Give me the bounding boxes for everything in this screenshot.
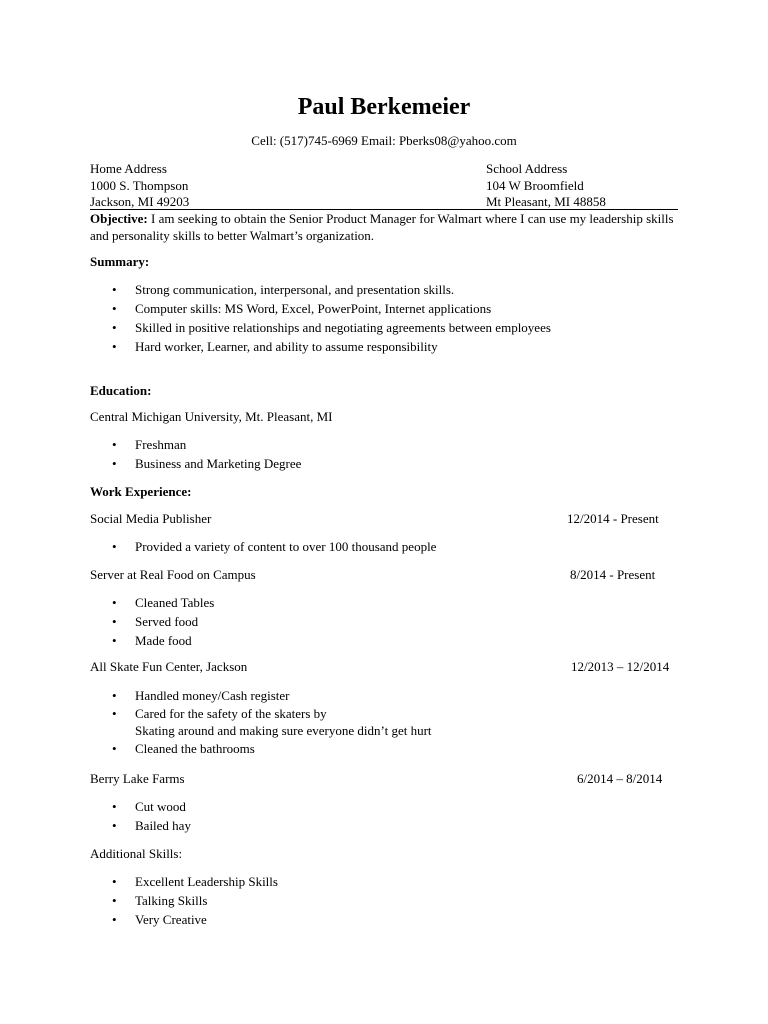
job-dates: 12/2014 - Present xyxy=(567,511,659,526)
list-item: • Made food xyxy=(112,631,214,650)
home-address-heading: Home Address xyxy=(90,161,167,176)
job-duties xyxy=(112,593,214,650)
summary-heading: Summary: xyxy=(90,254,150,269)
list-item: • Computer skills: MS Word, Excel, PowerPoint, Internet applications xyxy=(112,299,551,318)
list-item: • Freshman xyxy=(112,435,301,454)
list-item: • Bailed hay xyxy=(112,816,191,835)
list-item: • Provided a variety of content to over 100 thousand people xyxy=(112,537,436,556)
additional-skills-list xyxy=(112,872,278,929)
job-title: Server at Real Food on Campus xyxy=(90,567,256,582)
list-item: • Hard worker, Learner, and ability to assume responsibility xyxy=(112,337,551,356)
objective-label: Objective: xyxy=(90,211,148,226)
education-heading: Education: xyxy=(90,383,152,398)
list-item: • Cleaned Tables xyxy=(112,593,214,612)
work-heading: Work Experience: xyxy=(90,484,192,499)
list-item-line: • Cared for the safety of the skaters by xyxy=(135,706,327,721)
home-address-line2: Jackson, MI 49203 xyxy=(90,194,190,209)
education-list xyxy=(112,435,301,473)
job-title: All Skate Fun Center, Jackson xyxy=(90,659,248,674)
school-address-line2: Mt Pleasant, MI 48858 xyxy=(486,194,606,209)
school-address-heading: School Address xyxy=(486,161,568,176)
applicant-name: Paul Berkemeier xyxy=(297,94,471,120)
job-duties xyxy=(112,537,436,556)
home-address-line1: 1000 S. Thompson xyxy=(90,178,189,193)
list-item: • Very Creative xyxy=(112,910,278,929)
job-duties xyxy=(112,797,191,835)
list-item: • Business and Marketing Degree xyxy=(112,454,301,473)
summary-list xyxy=(112,280,551,356)
list-item: • Strong communication, interpersonal, and presentation skills. xyxy=(112,280,551,299)
education-school: Central Michigan University, Mt. Pleasant, MI xyxy=(90,409,333,424)
objective-text: I am seeking to obtain the Senior Product Manager for Walmart where I can use my leadership skills and personality skills to better Walmart’s organization. xyxy=(90,211,674,243)
list-item: • Cleaned the bathrooms xyxy=(112,739,432,758)
list-item xyxy=(112,705,432,739)
school-address-line1: 104 W Broomfield xyxy=(486,178,584,193)
list-item: • Handled money/Cash register xyxy=(112,686,432,705)
job-dates: 6/2014 – 8/2014 xyxy=(577,771,663,786)
list-item: • Skilled in positive relationships and negotiating agreements between employees xyxy=(112,318,551,337)
job-title: Berry Lake Farms xyxy=(90,771,185,786)
list-item-line: Skating around and making sure everyone didn’t get hurt xyxy=(135,723,432,738)
list-item: • Excellent Leadership Skills xyxy=(112,872,278,891)
list-item: • Talking Skills xyxy=(112,891,278,910)
additional-skills-heading: Additional Skills: xyxy=(90,846,183,861)
contact-line: Cell: (517)745-6969 Email: Pberks08@yahoo.com xyxy=(251,133,517,148)
job-title: Social Media Publisher xyxy=(90,511,212,526)
job-duties xyxy=(112,686,432,758)
objective-paragraph xyxy=(90,210,680,244)
list-item: • Cut wood xyxy=(112,797,191,816)
job-dates: 8/2014 - Present xyxy=(570,567,656,582)
list-item: • Served food xyxy=(112,612,214,631)
job-dates: 12/2013 – 12/2014 xyxy=(571,659,670,674)
